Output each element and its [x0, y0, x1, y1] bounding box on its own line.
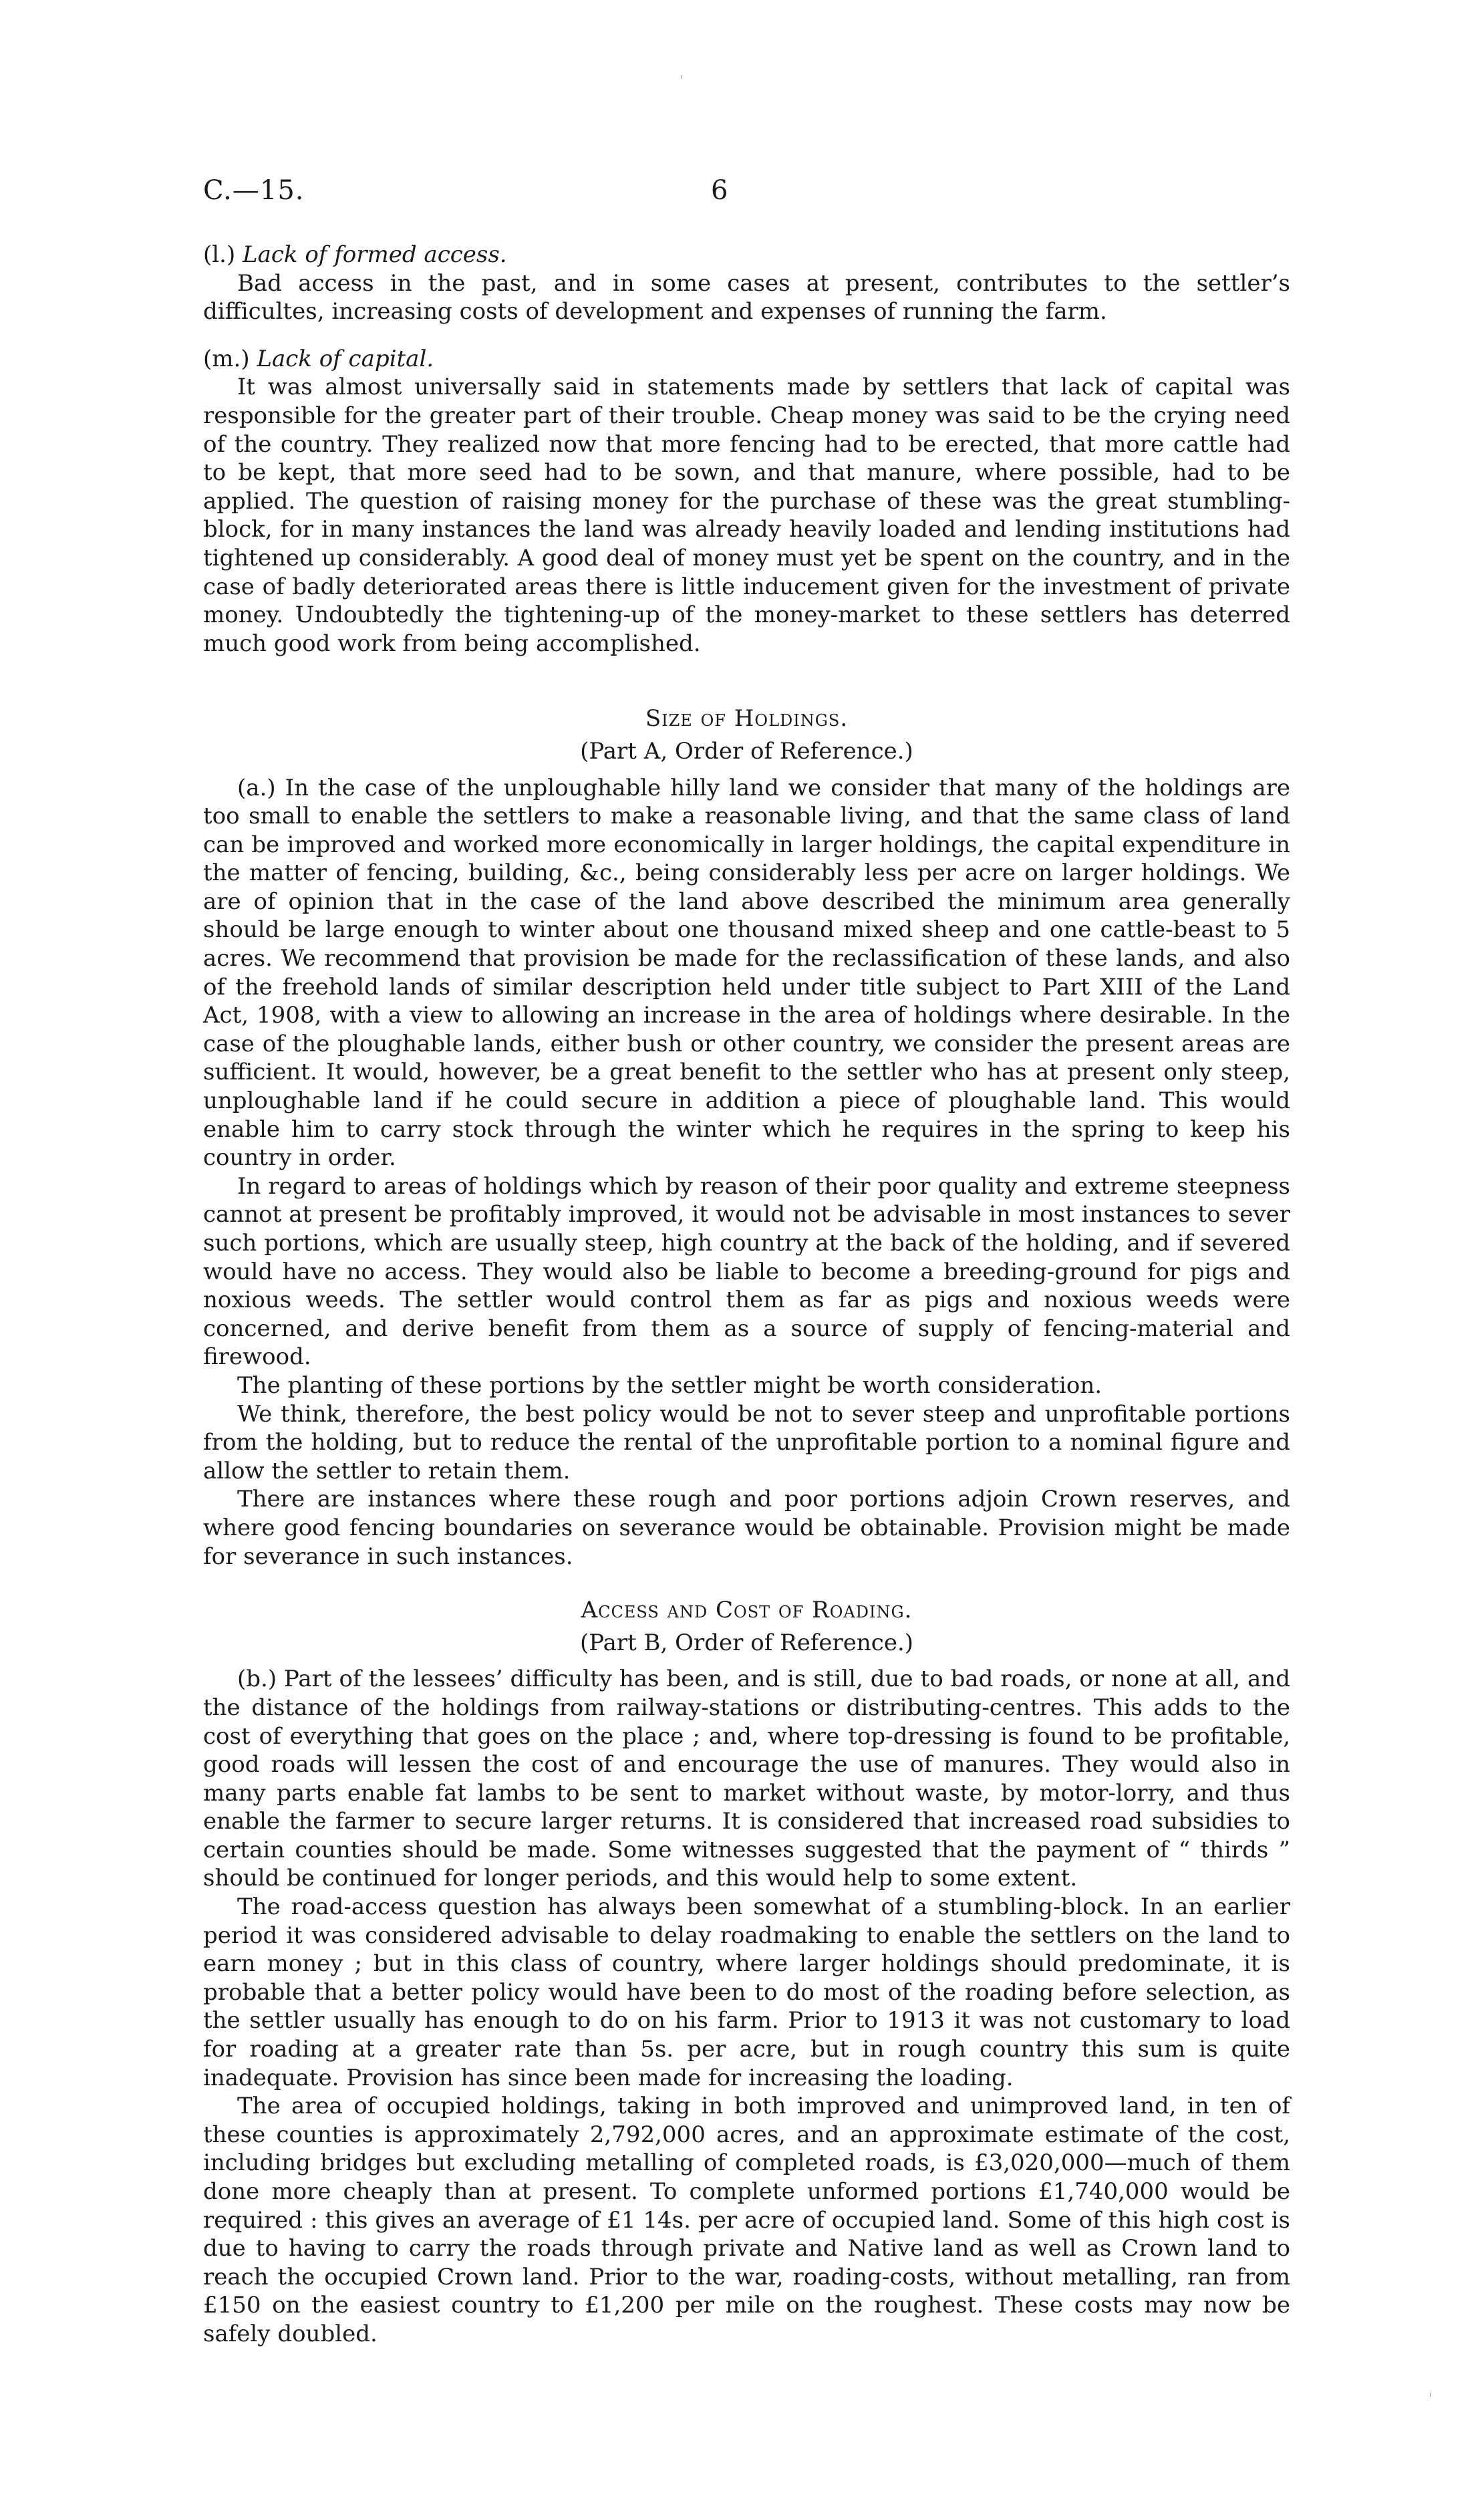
- size-paragraph-2: In regard to areas of holdings which by reason of their poor quality and extreme steepness cannot at present be profitably improved, it would not be advisable in most instances to sever such portions, which are usually steep, high country at the back of the holding, and if severed would have no access. They would also be liable to become a breeding-ground for pigs and noxious weeds. The settler would control them as far as pigs and noxious weeds were concerned, and derive benefit from them as a source of supply of fencing-material and firewood.: [203, 1172, 1290, 1371]
- size-paragraph-5: There are instances where these rough and poor portions adjoin Crown reserves, and where good fencing boundaries on severance would be obtainable. Provision might be made for severance in such instances.: [203, 1486, 1290, 1570]
- subsection-m-text: It was almost universally said in statements made by settlers that lack of capital was responsible for the greater part of their trouble. Cheap money was said to be the crying need of the country. They realized now that more fencing had to be erected, that more cattle had to be kept, that more seed had to be sown, and that manure, where possible, had to be applied. The question of raising money for the purchase of these was the great stumbling-block, for in many instances the land was already heavily loaded and lending institutions had tightened up considerably. A good deal of money must yet be spent on the country, and in the case of badly deteriorated areas there is little inducement given for the investment of private money. Undoubtedly the tightening-up of the money-market to these settlers has deterred much good work from being accomplished.: [203, 374, 1290, 657]
- access-paragraph-1: (b.) Part of the lessees’ difficulty has been, and is still, due to bad roads, or none at all, and the distance of the holdings from railway-stations or distributing-centres. This adds to the cost of everything that goes on the place ; and, where top-dressing is found to be profitable, good roads will lessen the cost of and encourage the use of manures. They would also in many parts enable fat lambs to be sent to market without waste, by motor-lorry, and thus enable the farmer to secure larger returns. It is considered that increased road subsidies to certain counties should be made. Some witnesses suggested that the payment of “ thirds ” should be continued for longer periods, and this would help to some extent.: [203, 1666, 1290, 1892]
- subsection-l-text: Bad access in the past, and in some cases at present, contributes to the settler’s difficultes, increasing costs of development and expenses of running the farm.: [203, 269, 1290, 325]
- access-paragraph-3: The area of occupied holdings, taking in both improved and unimproved land, in ten of these counties is approximately 2,792,000 acres, and an approximate estimate of the cost, including bridges but excluding metalling of completed roads, is £3,020,000—much of them done more cheaply than at present. To complete unformed portions £1,740,000 would be required : this gives an average of £1 14s. per acre of occupied land. Some of this high cost is due to having to carry the roads through private and Native land as well as Crown land to reach the occupied Crown land. Prior to the war, roading-costs, without metalling, ran from £150 on the easiest country to £1,200 per mile on the roughest. These costs may now be safely doubled.: [203, 2093, 1290, 2347]
- scan-mark-bottom: [1430, 2393, 1431, 2397]
- subsection-m-label: (m.): [203, 345, 250, 372]
- subsection-l-heading: [203, 241, 1290, 269]
- access-roading-title: Access and Cost of Roading.: [581, 1597, 913, 1624]
- size-paragraph-4: We think, therefore, the best policy would be not to sever steep and unprofitable portions from the holding, but to reduce the rental of the unprofitable portion to a nominal figure and allow the settler to retain them.: [203, 1400, 1290, 1484]
- access-paragraph-2: The road-access question has always been somewhat of a stumbling-block. In an earlier period it was considered advisable to delay roadmaking to enable the settlers on the land to earn money ; but in this class of country, where larger holdings should predominate, it is probable that a better policy would have been to do most of the roading before selection, as the settler usually has enough to do on his farm. Prior to 1913 it was not customary to load for roading at a greater rate than 5s. per acre, but in rough country this sum is quite inadequate. Provision has since been made for increasing the loading.: [203, 1893, 1290, 2091]
- size-of-holdings-title: Size of Holdings.: [645, 705, 849, 733]
- subsection-l-title: Lack of formed access.: [243, 241, 507, 268]
- page-number: 6: [711, 175, 728, 206]
- subsection-m-title: Lack of capital.: [257, 345, 434, 372]
- subsection-l-label: (l.): [203, 241, 236, 268]
- size-paragraph-3: The planting of these portions by the settler might be worth consideration.: [237, 1371, 1102, 1399]
- subsection-m-heading: [203, 345, 1290, 374]
- page-body: [203, 241, 1290, 2349]
- access-roading-subtitle: (Part B, Order of Reference.): [579, 1629, 914, 1656]
- document-reference: C.—15.: [203, 175, 305, 206]
- size-paragraph-1: (a.) In the case of the unploughable hilly land we consider that many of the holdings are too small to enable the settlers to make a reasonable living, and that the same class of land can be improved and worked more economically in larger holdings, the capital expenditure in the matter of fencing, building, &c., being considerably less per acre on larger holdings. We are of opinion that in the case of the land above described the minimum area generally should be large enough to winter about one thousand mixed sheep and one cattle-beast to 5 acres. We recommend that provision be made for the reclassification of these lands, and also of the freehold lands of similar description held under title subject to Part XIII of the Land Act, 1908, with a view to allowing an increase in the area of holdings where desirable. In the case of the ploughable lands, either bush or other country, we consider the present areas are sufficient. It would, however, be a great benefit to the settler who has at present only steep, unploughable land if he could secure in addition a piece of ploughable land. This would enable him to carry stock through the winter which he requires in the spring to keep his country in order.: [203, 774, 1290, 1172]
- size-of-holdings-subtitle: (Part A, Order of Reference.): [580, 737, 913, 765]
- page-header: [0, 175, 1484, 215]
